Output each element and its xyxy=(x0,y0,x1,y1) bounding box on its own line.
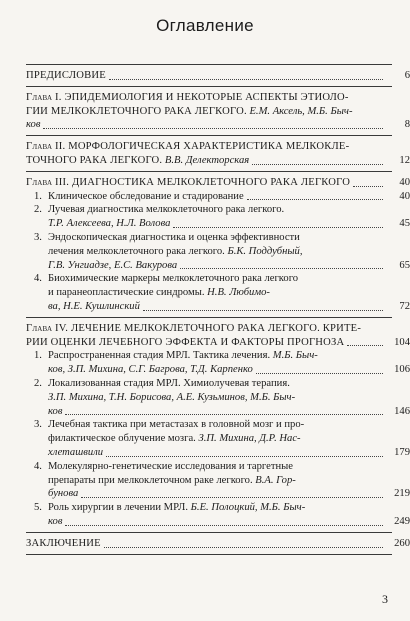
leader-dots xyxy=(173,227,383,228)
toc-subentry xyxy=(26,377,410,418)
toc-subentry xyxy=(26,418,410,459)
entry-authors: М.Б. Быч- xyxy=(272,350,318,362)
subentry-number: 1. xyxy=(34,350,42,362)
entry-authors: Т.Р. Алексеева, Н.Л. Волова xyxy=(48,218,171,230)
leader-dots xyxy=(81,497,383,498)
subentry-title: и паранеопластические синдромы. xyxy=(48,287,205,299)
toc-entry-chapter-3 xyxy=(26,172,410,317)
entry-authors: В.А. Гор- xyxy=(255,474,296,486)
table-of-contents xyxy=(26,64,410,555)
subentry-title: Локализованная стадия МРЛ. Химиолучевая терапия. xyxy=(48,377,290,389)
entry-label: Глава II. МОРФОЛОГИЧЕСКАЯ ХАРАКТЕРИСТИКА МЕЛКОКЛЕ- xyxy=(26,141,350,153)
entry-authors: ков xyxy=(48,515,63,527)
subentry-number: 2. xyxy=(34,377,42,389)
entry-label: ГИИ МЕЛКОКЛЕТОЧНОГО РАКА ЛЕГКОГО. xyxy=(26,105,247,117)
leader-dots xyxy=(43,128,383,129)
subentry-number: 2. xyxy=(34,204,42,216)
entry-label: Глава I. ЭПИДЕМИОЛОГИЯ И НЕКОТОРЫЕ АСПЕКТЫ ЭТИОЛО- xyxy=(26,91,349,103)
toc-subentry xyxy=(26,231,410,272)
subentry-number: 3. xyxy=(34,419,42,431)
subentry-number: 4. xyxy=(34,460,42,472)
entry-page: 65 xyxy=(399,259,410,271)
entry-page: 260 xyxy=(394,537,410,549)
entry-page: 179 xyxy=(394,446,410,458)
entry-authors: В.В. Делекторская xyxy=(164,154,250,166)
subentry-number: 1. xyxy=(34,190,42,202)
entry-label: РИИ ОЦЕНКИ ЛЕЧЕБНОГО ЭФФЕКТА И ФАКТОРЫ ПРОГНОЗА xyxy=(26,336,345,348)
toc-subentry xyxy=(26,501,410,529)
entry-page: 249 xyxy=(394,515,410,527)
leader-dots xyxy=(104,547,383,548)
leader-dots xyxy=(256,373,383,374)
toc-entry-conclusion xyxy=(26,533,410,554)
subentry-number: 3. xyxy=(34,231,42,243)
entry-authors: Б.К. Поддубный, xyxy=(227,245,303,257)
subentry-title: Клиническое обследование и стадирование xyxy=(48,190,244,202)
subentry-title: Лучевая диагностика мелкоклеточного рака легкого. xyxy=(48,204,285,216)
entry-authors: ва, Н.Е. Кушлинский xyxy=(48,300,140,312)
leader-dots xyxy=(65,525,383,526)
divider xyxy=(26,554,392,555)
entry-label: ПРЕДИСЛОВИЕ xyxy=(26,70,106,81)
entry-label: ЗАКЛЮЧЕНИЕ xyxy=(26,537,101,549)
subentry-title: Биохимические маркеры мелкоклеточного рака легкого xyxy=(48,273,299,285)
entry-authors: Е.М. Аксель, М.Б. Быч- xyxy=(249,105,353,117)
entry-page: 40 xyxy=(399,190,410,202)
entry-page: 6 xyxy=(404,70,410,81)
entry-authors: ков, З.П. Михина, С.Г. Багрова, Т.Д. Карпенко xyxy=(48,364,253,376)
leader-dots xyxy=(347,345,383,346)
leader-dots xyxy=(247,199,383,200)
page-number: 3 xyxy=(382,592,388,606)
subentry-title: Эндоскопическая диагностика и оценка эффективности xyxy=(48,231,300,243)
entry-authors: З.П. Михина, Д.Р. Нас- xyxy=(198,433,301,445)
entry-authors: З.П. Михина, Т.Н. Борисова, А.Е. Кузьминов, М.Б. Быч- xyxy=(48,391,296,403)
entry-page: 106 xyxy=(394,364,410,376)
toc-entry-preface xyxy=(26,65,410,86)
subentry-number: 4. xyxy=(34,273,42,285)
leader-dots xyxy=(65,414,383,415)
page-title: Оглавление xyxy=(156,16,254,35)
subentry-title: Роль хирургии в лечении МРЛ. xyxy=(48,502,189,514)
toc-entry-chapter-2 xyxy=(26,136,410,171)
entry-authors: ков xyxy=(48,405,63,417)
subentry-title: лечения мелкоклеточного рака легкого. xyxy=(48,245,225,257)
entry-authors: ков xyxy=(26,119,41,131)
entry-page: 104 xyxy=(394,336,410,348)
entry-page: 219 xyxy=(394,488,410,500)
subentry-title: Распространенная стадия МРЛ. Тактика лечения. xyxy=(48,350,271,362)
leader-dots xyxy=(109,79,383,80)
entry-authors: хлеташвили xyxy=(48,446,104,458)
entry-label: ТОЧНОГО РАКА ЛЕГКОГО. xyxy=(26,154,163,166)
entry-label: Глава IV. ЛЕЧЕНИЕ МЕЛКОКЛЕТОЧНОГО РАКА ЛЕГКОГО. КРИТЕ- xyxy=(26,322,362,334)
toc-subentry xyxy=(26,349,410,377)
toc-subentry xyxy=(26,460,410,501)
leader-dots xyxy=(180,268,383,269)
subentry-title: препараты при мелкоклеточном раке легкого. xyxy=(48,474,253,486)
entry-page: 146 xyxy=(394,405,410,417)
subentry-title: Молекулярно-генетические исследования и таргетные xyxy=(48,460,293,472)
entry-authors: Н.В. Любимо- xyxy=(207,287,270,299)
toc-subentry xyxy=(26,190,410,204)
entry-page: 8 xyxy=(404,119,410,131)
subentry-number: 5. xyxy=(34,502,42,514)
entry-authors: Г.В. Унгиадзе, Е.С. Вакурова xyxy=(48,259,178,271)
leader-dots xyxy=(143,310,383,311)
toc-subentry xyxy=(26,272,410,313)
entry-page: 40 xyxy=(399,176,410,188)
entry-page: 12 xyxy=(399,154,410,166)
entry-authors: Б.Е. Полоцкий, М.Б. Быч- xyxy=(190,502,306,514)
toc-subentry xyxy=(26,203,410,231)
leader-dots xyxy=(106,456,383,457)
entry-label: Глава III. ДИАГНОСТИКА МЕЛКОКЛЕТОЧНОГО РАКА ЛЕГКОГО xyxy=(26,176,351,188)
toc-entry-chapter-1 xyxy=(26,87,410,135)
subentry-title: филактическое облучение мозга. xyxy=(48,433,196,445)
leader-dots xyxy=(353,186,383,187)
entry-page: 72 xyxy=(399,300,410,312)
entry-page: 45 xyxy=(399,218,410,230)
toc-entry-chapter-4 xyxy=(26,318,410,532)
subentry-title: Лечебная тактика при метастазах в головной мозг и про- xyxy=(48,419,305,431)
leader-dots xyxy=(252,164,383,165)
entry-authors: бунова xyxy=(48,488,79,500)
